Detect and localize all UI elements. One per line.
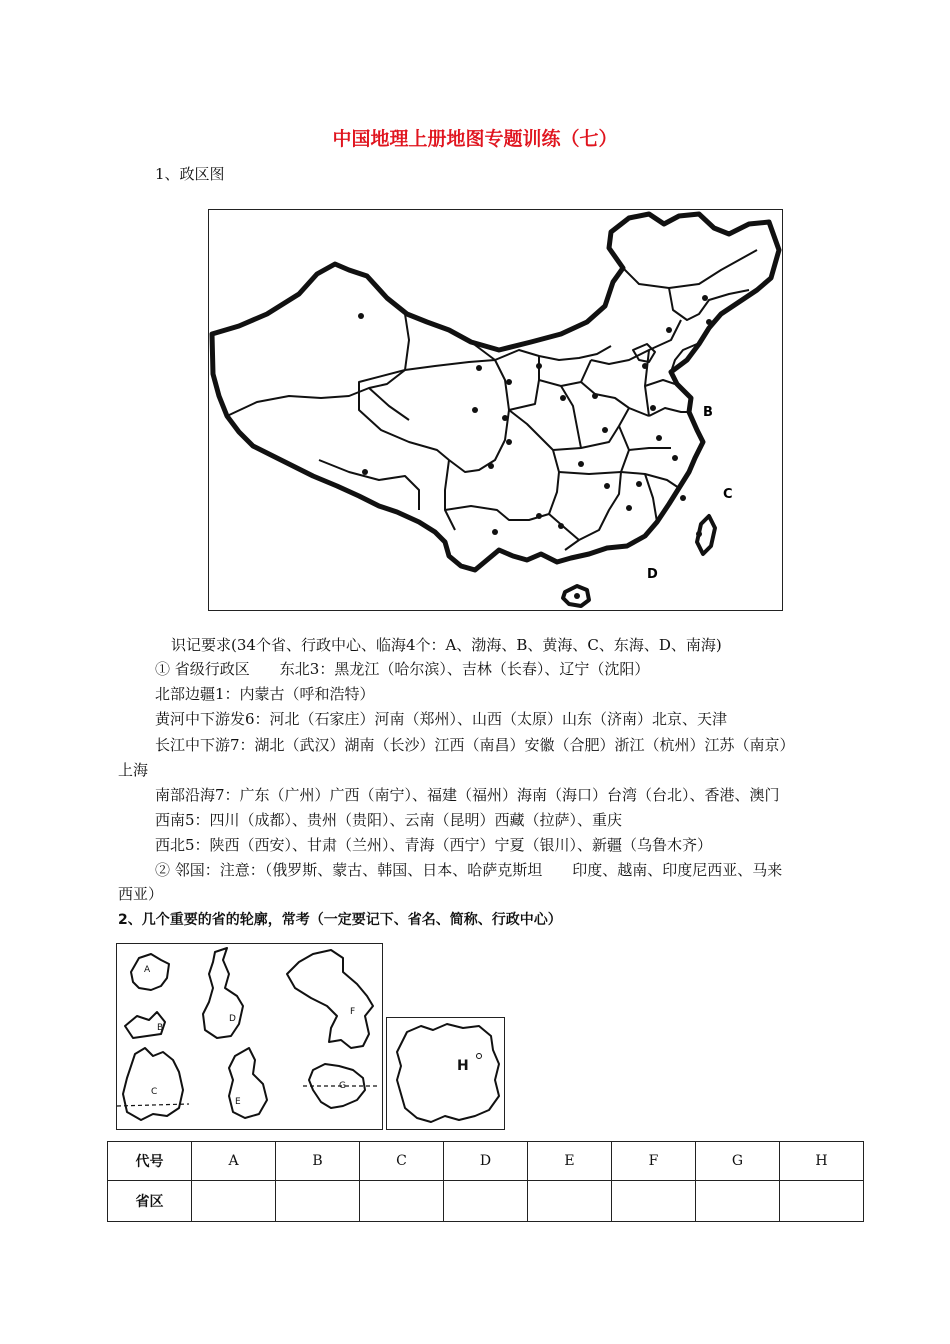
requirements-line-5: 南部沿海7：广东（广州）广西（南宁）、福建（福州）海南（海口）台湾（台北）、香港、澳门 [155, 786, 780, 804]
shape-label-c: C [151, 1087, 158, 1097]
capital-dot [558, 523, 564, 529]
province-outline-e [229, 1048, 267, 1118]
requirements-line-7: 西北5：陕西（西安）、甘肃（兰州）、青海（西宁）宁夏（银川）、新疆（乌鲁木齐） [155, 836, 713, 854]
table-cell-code: F [612, 1142, 696, 1181]
shape-label-e: E [235, 1097, 241, 1107]
section-1-heading: 1、政区图 [155, 165, 225, 183]
capital-dot [476, 365, 482, 371]
capital-dot [696, 531, 702, 537]
table-cell-answer[interactable] [360, 1181, 444, 1222]
capital-dot [680, 495, 686, 501]
capital-dot [626, 505, 632, 511]
table-cell-code: D [444, 1142, 528, 1181]
province-outline-f [287, 950, 373, 1048]
capital-dot [560, 395, 566, 401]
table-cell-code: G [696, 1142, 780, 1181]
capital-dot [656, 435, 662, 441]
capital-dot [362, 469, 368, 475]
capital-dot [578, 461, 584, 467]
capital-dot [642, 363, 648, 369]
capital-dot [358, 313, 364, 319]
requirements-line-2: 北部边疆1：内蒙古（呼和浩特） [155, 685, 375, 703]
table-row-codes [108, 1142, 864, 1181]
capital-dot [650, 405, 656, 411]
shape-label-a: A [144, 965, 151, 975]
table-cell-answer[interactable] [276, 1181, 360, 1222]
table-cell-answer[interactable] [612, 1181, 696, 1222]
table-cell-answer[interactable] [444, 1181, 528, 1222]
capital-dot [702, 295, 708, 301]
shape-label-h: H [457, 1058, 469, 1074]
table-cell-code: B [276, 1142, 360, 1181]
requirements-line-3: 黄河中下游发6：河北（石家庄）河南（郑州）、山西（太原）山东（济南）北京、天津 [155, 710, 728, 728]
table-cell-answer[interactable] [192, 1181, 276, 1222]
shape-label-f: F [350, 1007, 356, 1017]
requirements-line-4b: 上海 [118, 761, 149, 779]
table-cell-code: H [780, 1142, 864, 1181]
china-outline [212, 214, 779, 570]
table-cell-code: E [528, 1142, 612, 1181]
capital-dot [536, 363, 542, 369]
requirements-line-1: ① 省级行政区 东北3：黑龙江（哈尔滨）、吉林（长春）、辽宁（沈阳） [155, 660, 650, 678]
china-political-map [208, 209, 783, 611]
shape-label-d: D [229, 1014, 236, 1024]
capital-dot [492, 529, 498, 535]
requirements-line-8b: 西亚） [118, 885, 164, 903]
section-2-heading: 2、几个重要的省的轮廓，常考（一定要记下、省名、简称、行政中心） [118, 912, 562, 928]
capital-dot [636, 481, 642, 487]
shape-label-b: B [157, 1023, 164, 1033]
china-map-drawing [209, 210, 782, 610]
requirements-line-8: ② 邻国：注意：（俄罗斯、蒙古、韩国、日本、哈萨克斯坦 印度、越南、印度尼西亚、马来 [155, 861, 783, 879]
capital-dot [592, 393, 598, 399]
capital-dot [536, 513, 542, 519]
page-title: 中国地理上册地图专题训练（七） [332, 128, 618, 150]
map-label-d: D [647, 567, 658, 582]
capital-dot [666, 327, 672, 333]
province-outline-h [397, 1024, 499, 1122]
requirements-intro: 识记要求(34个省、行政中心、临海4个：A、渤海、B、黄海、C、东海、D、南海) [171, 636, 722, 654]
map-label-c: C [723, 487, 733, 502]
capital-dot [506, 439, 512, 445]
capital-dot [488, 463, 494, 469]
capital-dot [706, 319, 712, 325]
province-outlines-panel [116, 943, 383, 1130]
table-cell-code: C [360, 1142, 444, 1181]
table-cell-answer[interactable] [696, 1181, 780, 1222]
map-label-b: B [703, 405, 713, 420]
province-borders [227, 250, 757, 550]
capital-dot [672, 455, 678, 461]
table-cell-answer[interactable] [528, 1181, 612, 1222]
table-cell-code: A [192, 1142, 276, 1181]
capital-dot [502, 415, 508, 421]
province-answer-table [107, 1141, 864, 1222]
row-header-code: 代号 [108, 1142, 192, 1181]
requirements-line-6: 西南5：四川（成都）、贵州（贵阳）、云南（昆明）西藏（拉萨）、重庆 [155, 811, 623, 829]
capital-dot [472, 407, 478, 413]
requirements-line-4: 长江中下游7：湖北（武汉）湖南（长沙）江西（南昌）安徽（合肥）浙江（杭州）江苏（南京） [155, 736, 795, 754]
capital-dot [574, 593, 580, 599]
shape-label-g: G [339, 1081, 346, 1091]
capital-dot [506, 379, 512, 385]
province-outline-c [123, 1048, 183, 1120]
province-outline-d [203, 948, 243, 1038]
province-outline-h-panel [386, 1017, 505, 1130]
row-header-province: 省区 [108, 1181, 192, 1222]
capital-dot [604, 483, 610, 489]
capital-dot [602, 427, 608, 433]
table-row-provinces [108, 1181, 864, 1222]
table-cell-answer[interactable] [780, 1181, 864, 1222]
